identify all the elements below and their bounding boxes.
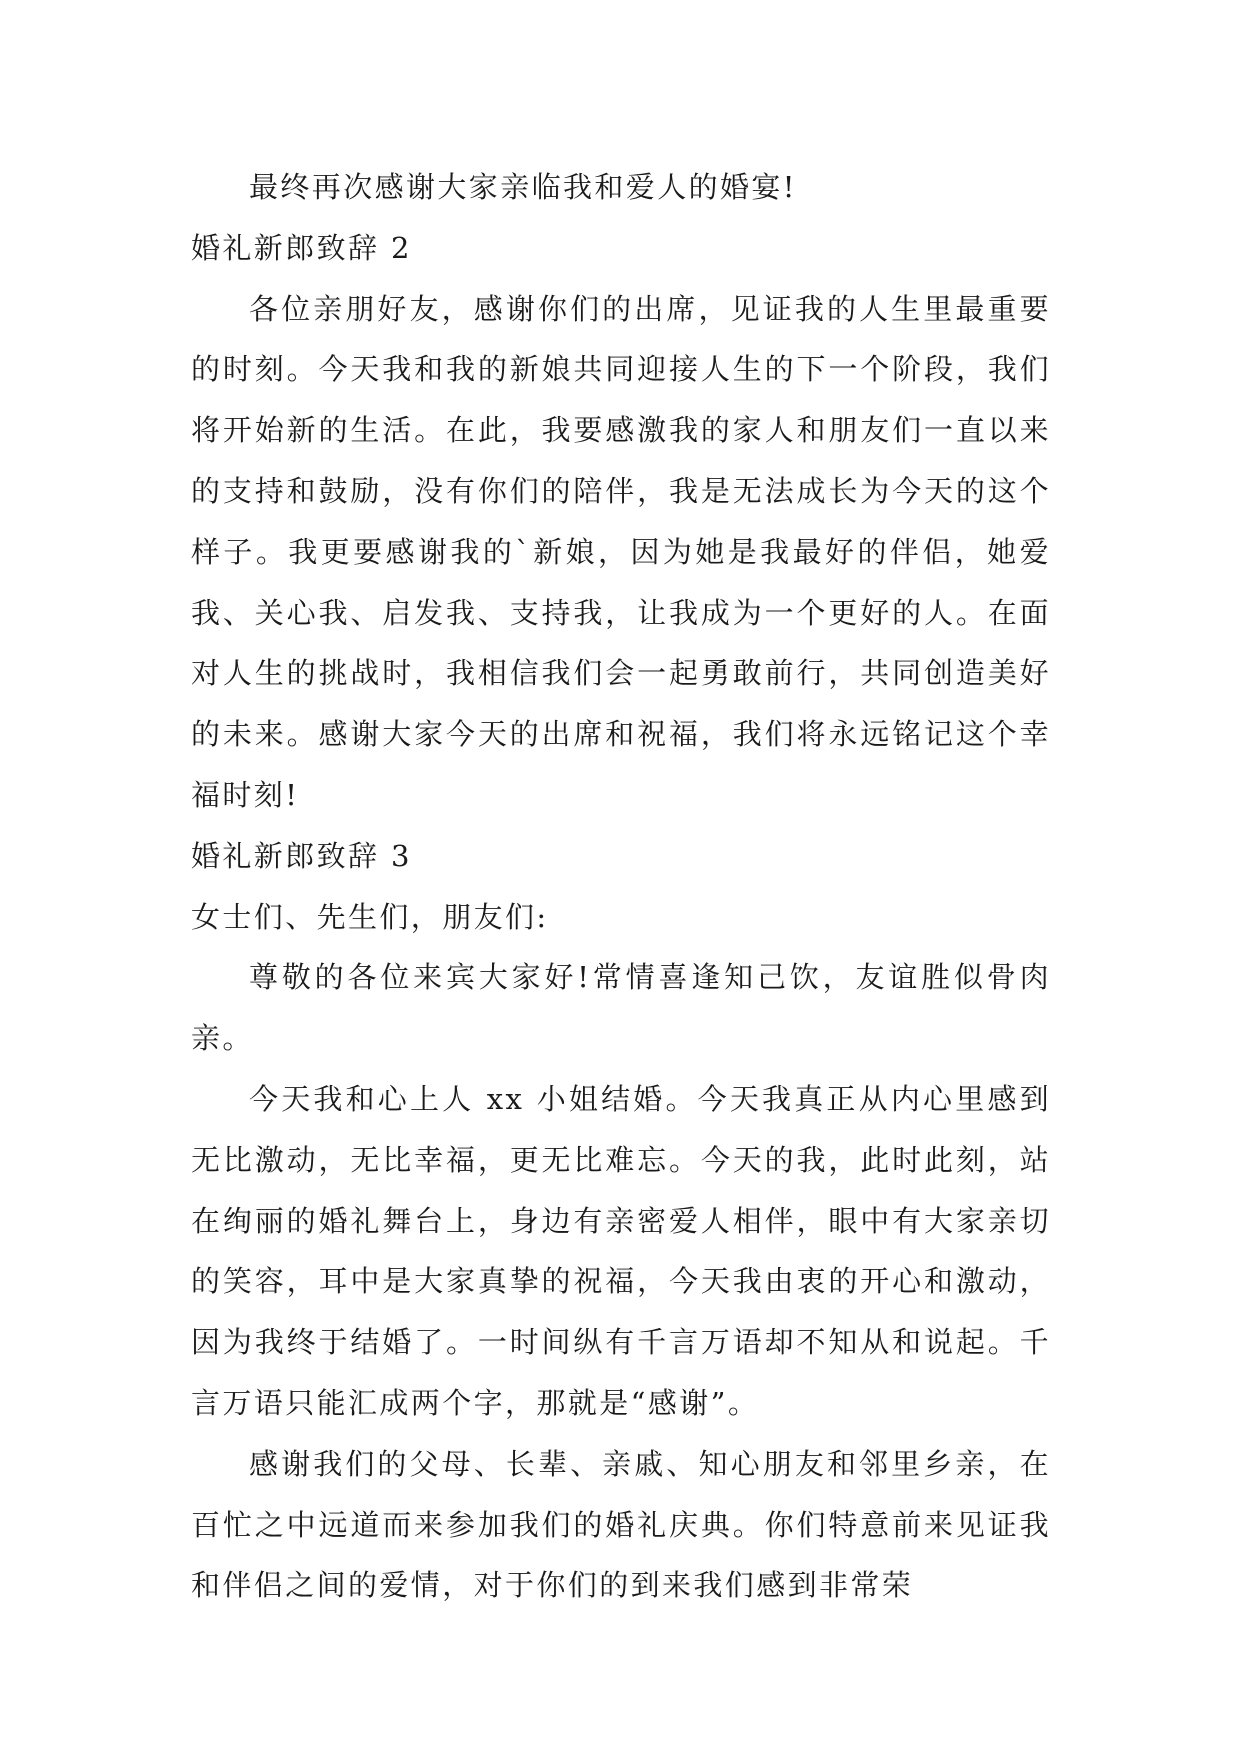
speech-2-paragraph: 各位亲朋好友，感谢你们的出席，见证我的人生里最重要的时刻。今天我和我的新娘共同迎接人生的下一个阶段，我们将开始新的生活。在此，我要感激我的家人和朋友们一直以来的支持和鼓励，没有你们的陪伴，我是无法成长为今天的这个样子。我更要感谢我的`新娘，因为她是我最好的伴侣，她爱我、关心我、启发我、支持我，让我成为一个更好的人。在面对人生的挑战时，我相信我们会一起勇敢前行，共同创造美好的未来。感谢大家今天的出席和祝福，我们将永远铭记这个幸福时刻! <box>191 291 1051 812</box>
speech-3-paragraph-2: 感谢我们的父母、长辈、亲戚、知心朋友和邻里乡亲，在百忙之中远道而来参加我们的婚礼庆典。你们特意前来见证我和伴侣之间的爱情，对于你们的到来我们感到非常荣 <box>191 1446 1051 1603</box>
section-heading-3: 婚礼新郎致辞 3 <box>191 838 412 873</box>
greeting-paragraph: 尊敬的各位来宾大家好!常情喜逢知己饮，友谊胜似骨肉亲。 <box>191 960 1051 1056</box>
closing-paragraph: 最终再次感谢大家亲临我和爱人的婚宴! <box>249 170 797 204</box>
section-heading-2: 婚礼新郎致辞 2 <box>191 230 412 265</box>
document-body <box>191 157 1051 1616</box>
salutation-paragraph: 女士们、先生们，朋友们: <box>191 899 549 934</box>
speech-3-paragraph-1: 今天我和心上人 xx 小姐结婚。今天我真正从内心里感到无比激动，无比幸福，更无比难忘。今天的我，此时此刻，站在绚丽的婚礼舞台上，身边有亲密爱人相伴，眼中有大家亲切的笑容，耳中是大家真挚的祝福，今天我由衷的开心和激动，因为我终于结婚了。一时间纵有千言万语却不知从和说起。千言万语只能汇成两个字，那就是“感谢”。 <box>191 1081 1051 1420</box>
